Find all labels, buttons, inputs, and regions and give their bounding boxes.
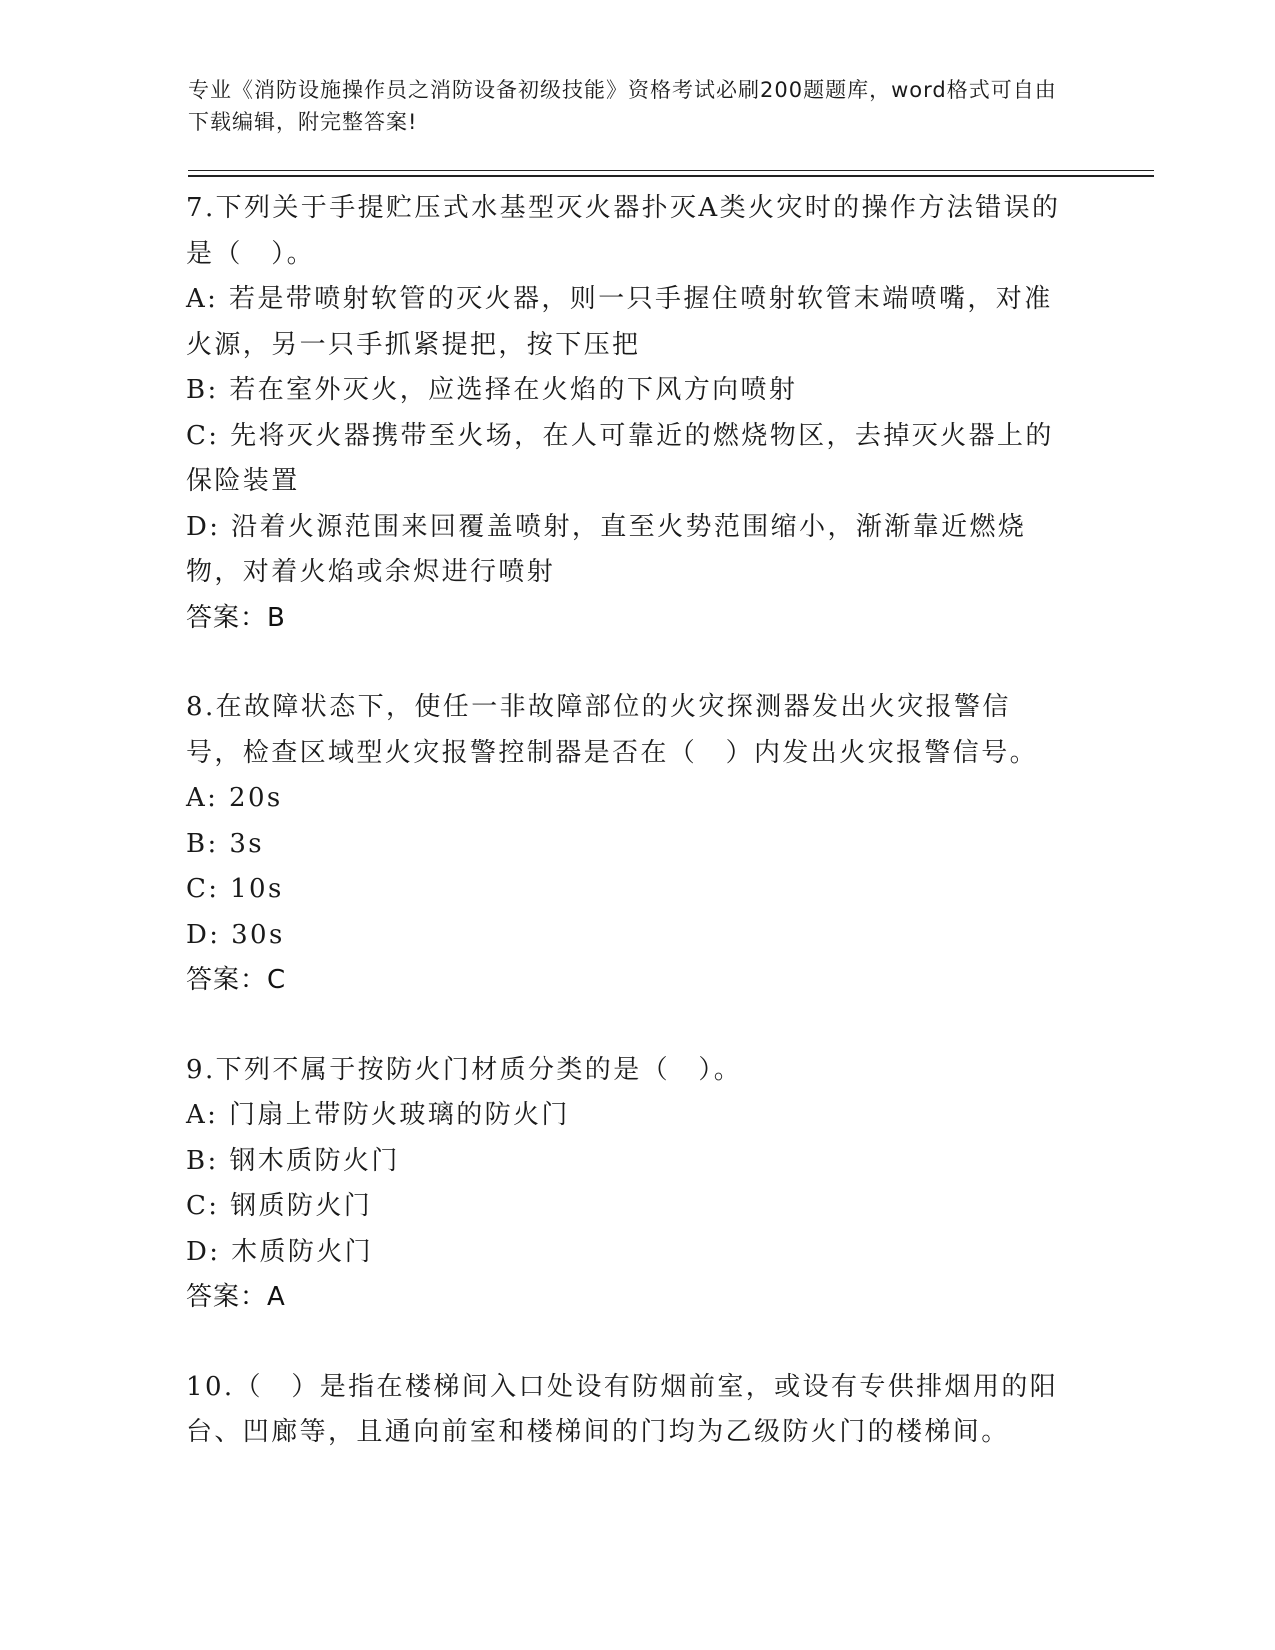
header-divider-bottom bbox=[188, 175, 1154, 177]
option-d: D: 30s bbox=[186, 919, 285, 950]
option-b: B: 钢木质防火门 bbox=[186, 1145, 400, 1176]
question-stem: 10.（ ）是指在楼梯间入口处设有防烟前室，或设有专供排烟用的阳台、凹廊等，且通向前室和楼梯间的门均为乙级防火门的楼梯间。 bbox=[186, 1371, 1059, 1447]
question-stem: 9.下列不属于按防火门材质分类的是（ ）。 bbox=[186, 1054, 743, 1085]
question-block-7 bbox=[186, 186, 1066, 641]
option-d: D: 沿着火源范围来回覆盖喷射，直至火势范围缩小，渐渐靠近燃烧物，对着火焰或余烬进行喷射 bbox=[186, 511, 1027, 587]
question-stem: 8.在故障状态下，使任一非故障部位的火灾探测器发出火灾报警信号，检查区域型火灾报警控制器是否在（ ）内发出火灾报警信号。 bbox=[186, 692, 1039, 768]
option-c: C: 钢质防火门 bbox=[186, 1191, 373, 1221]
answer-label: 答案：C bbox=[186, 965, 287, 995]
question-block-8 bbox=[186, 685, 1066, 1004]
option-b: B: 3s bbox=[186, 828, 265, 859]
option-c: C: 先将灭火器携带至火场，在人可靠近的燃烧物区，去掉灭火器上的保险装置 bbox=[186, 420, 1054, 496]
question-list bbox=[186, 186, 1066, 1500]
option-a: A: 门扇上带防火玻璃的防火门 bbox=[186, 1100, 570, 1130]
document-header: 专业《消防设施操作员之消防设备初级技能》资格考试必刷200题题库，word格式可自由下载编辑，附完整答案! bbox=[188, 78, 1057, 134]
option-d: D: 木质防火门 bbox=[186, 1236, 374, 1267]
question-block-9 bbox=[186, 1048, 1066, 1321]
option-c: C: 10s bbox=[186, 874, 284, 904]
option-a: A: 20s bbox=[186, 783, 283, 813]
option-a: A: 若是带喷射软管的灭火器，则一只手握住喷射软管末端喷嘴，对准火源，另一只手抓紧提把，按下压把 bbox=[186, 284, 1053, 360]
question-block-10 bbox=[186, 1365, 1066, 1456]
answer-label: 答案：A bbox=[186, 1282, 286, 1312]
header-divider-top bbox=[188, 170, 1154, 171]
question-stem: 7.下列关于手提贮压式水基型灭火器扑灭A类火灾时的操作方法错误的是（ ）。 bbox=[186, 193, 1061, 269]
option-b: B: 若在室外灭火，应选择在火焰的下风方向喷射 bbox=[186, 375, 798, 405]
answer-label: 答案：B bbox=[186, 602, 286, 633]
